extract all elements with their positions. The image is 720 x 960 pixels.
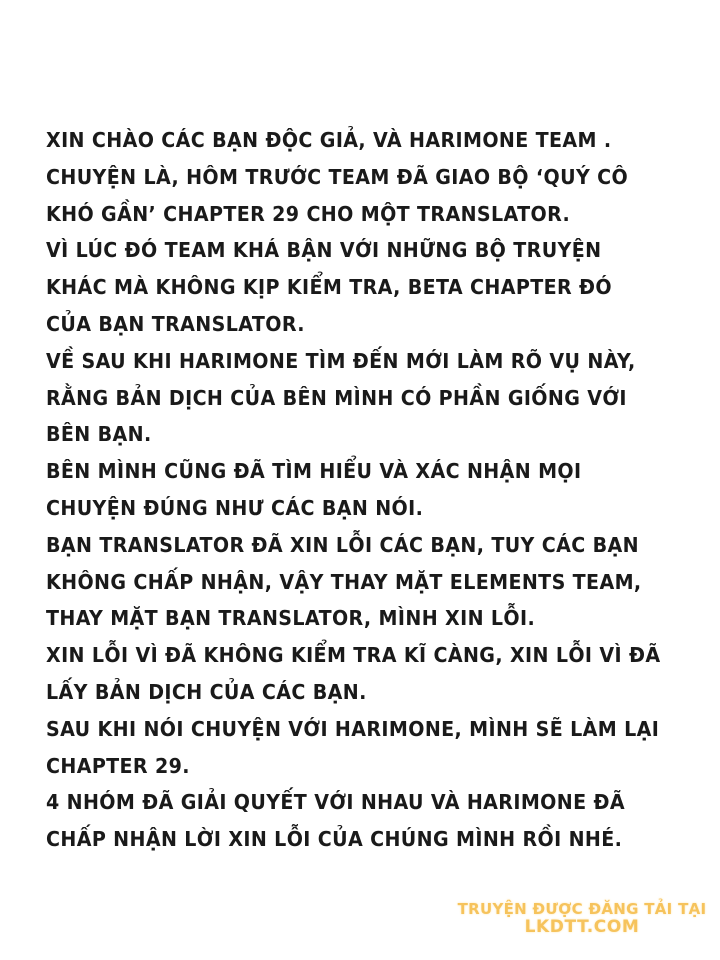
notice-line: CHAPTER 29. bbox=[46, 753, 190, 778]
notice-line: BẠN TRANSLATOR ĐÃ XIN LỖI CÁC BẠN, TUY CÁC BẠN bbox=[46, 532, 639, 557]
notice-line: KHÔNG CHẤP NHẬN, VẬY THAY MẶT ELEMENTS TEAM, bbox=[46, 569, 642, 594]
notice-line: KHÁC MÀ KHÔNG KỊP KIỂM TRA, BETA CHAPTER ĐÓ bbox=[46, 275, 612, 300]
watermark-text: TRUYỆN ĐƯỢC ĐĂNG TẢI TẠI bbox=[457, 900, 707, 919]
notice-text-block bbox=[46, 122, 706, 858]
notice-line: CHẤP NHẬN LỜI XIN LỖI CỦA CHÚNG MÌNH RỒI NHÉ. bbox=[46, 827, 623, 852]
watermark-url: LKDTT.COM bbox=[524, 917, 640, 938]
notice-line: CỦA BẠN TRANSLATOR. bbox=[46, 311, 305, 336]
notice-line: VỀ SAU KHI HARIMONE TÌM ĐẾN MỚI LÀM RÕ VỤ NÀY, bbox=[46, 348, 636, 373]
notice-line: SAU KHI NÓI CHUYỆN VỚI HARIMONE, MÌNH SẼ LÀM LẠI bbox=[46, 716, 660, 741]
notice-line: LẤY BẢN DỊCH CỦA CÁC BẠN. bbox=[46, 679, 367, 704]
notice-line: CHUYỆN ĐÚNG NHƯ CÁC BẠN NÓI. bbox=[46, 495, 424, 520]
notice-line: BÊN BẠN. bbox=[46, 422, 152, 447]
notice-line: 4 NHÓM ĐÃ GIẢI QUYẾT VỚI NHAU VÀ HARIMONE ĐÃ bbox=[46, 790, 625, 815]
notice-line: CHUYỆN LÀ, HÔM TRƯỚC TEAM ĐÃ GIAO BỘ ‘QUÝ CÔ bbox=[46, 164, 629, 189]
notice-line: RẰNG BẢN DỊCH CỦA BÊN MÌNH CÓ PHẦN GIỐNG VỚI bbox=[46, 385, 627, 410]
notice-line: VÌ LÚC ĐÓ TEAM KHÁ BẬN VỚI NHỮNG BỘ TRUYỆN bbox=[46, 238, 602, 263]
notice-line: THAY MẶT BẠN TRANSLATOR, MÌNH XIN LỖI. bbox=[46, 606, 536, 631]
notice-line: KHÓ GẦN’ CHAPTER 29 CHO MỘT TRANSLATOR. bbox=[46, 201, 571, 226]
notice-line: XIN CHÀO CÁC BẠN ĐỘC GIẢ, VÀ HARIMONE TEAM . bbox=[46, 128, 612, 152]
notice-line: BÊN MÌNH CŨNG ĐÃ TÌM HIỂU VÀ XÁC NHẬN MỌI bbox=[46, 459, 582, 484]
watermark bbox=[452, 901, 712, 938]
notice-line: XIN LỖI VÌ ĐÃ KHÔNG KIỂM TRA KĨ CÀNG, XIN LỖI VÌ ĐÃ bbox=[46, 643, 661, 668]
